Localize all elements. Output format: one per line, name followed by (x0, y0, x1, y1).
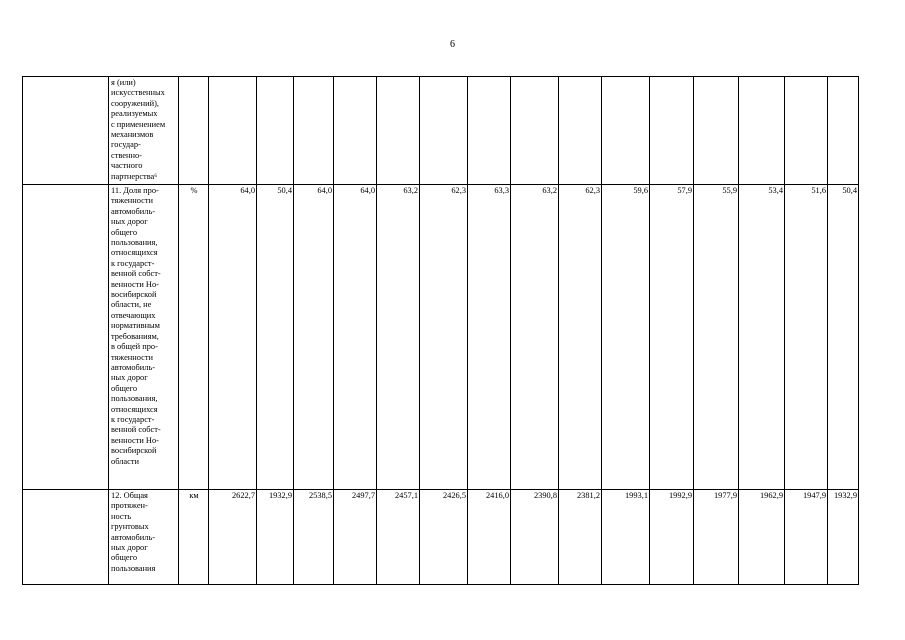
value-cell (559, 77, 602, 185)
value-cell: 1932,9 (257, 490, 294, 585)
value-cell: 55,9 (694, 185, 739, 490)
page-number: 6 (450, 39, 455, 50)
value-cell: 2381,2 (559, 490, 602, 585)
blank-cell (23, 77, 109, 185)
value-cell (739, 77, 785, 185)
value-cell (650, 77, 694, 185)
value-cell: 2622,7 (209, 490, 257, 585)
value-cell (511, 77, 559, 185)
value-cell: 1992,9 (650, 490, 694, 585)
blank-cell (23, 490, 109, 585)
value-cell: 50,4 (828, 185, 859, 490)
value-cell (785, 77, 828, 185)
value-cell: 62,3 (559, 185, 602, 490)
value-cell: 63,2 (511, 185, 559, 490)
indicator-name: 12. Общая протяжен- ность грунтовых автомобиль- ных дорог общего пользования (109, 490, 179, 585)
value-cell (294, 77, 334, 185)
value-cell (828, 77, 859, 185)
value-cell (334, 77, 377, 185)
value-cell: 62,3 (420, 185, 468, 490)
value-cell: 1947,9 (785, 490, 828, 585)
value-cell (602, 77, 650, 185)
value-cell (694, 77, 739, 185)
value-cell: 64,0 (209, 185, 257, 490)
value-cell: 64,0 (334, 185, 377, 490)
table-row (23, 490, 859, 585)
value-cell: 64,0 (294, 185, 334, 490)
value-cell: 50,4 (257, 185, 294, 490)
value-cell: 1977,9 (694, 490, 739, 585)
value-cell: 2390,8 (511, 490, 559, 585)
value-cell: 53,4 (739, 185, 785, 490)
value-cell (209, 77, 257, 185)
value-cell: 1962,9 (739, 490, 785, 585)
value-cell: 1993,1 (602, 490, 650, 585)
value-cell: 2538,5 (294, 490, 334, 585)
unit-cell: % (179, 185, 209, 490)
unit-cell (179, 77, 209, 185)
value-cell (377, 77, 420, 185)
value-cell: 59,6 (602, 185, 650, 490)
value-cell (257, 77, 294, 185)
value-cell: 1932,9 (828, 490, 859, 585)
table-row (23, 77, 859, 185)
indicators-table (22, 76, 859, 585)
table-row (23, 185, 859, 490)
value-cell: 2497,7 (334, 490, 377, 585)
value-cell (468, 77, 511, 185)
value-cell: 63,2 (377, 185, 420, 490)
value-cell (420, 77, 468, 185)
indicator-name: 11. Доля про- тяженности автомобиль- ных дорог общего пользования, относящихся к государст- венной собст- венности Но- восибирской области, не отвечающих нормативным требованиям, в общей про- тяженности автомобиль- ных дорог общего пользования, относящихся к государст- венной собст- венности Но- восибирской области (109, 185, 179, 490)
unit-cell: км (179, 490, 209, 585)
value-cell: 2416,0 (468, 490, 511, 585)
blank-cell (23, 185, 109, 490)
indicator-name: я (или) искусственных сооружений), реализуемых с применением механизмов государ- ственно- частного партнерства⁶ (109, 77, 179, 185)
value-cell: 2426,5 (420, 490, 468, 585)
value-cell: 51,6 (785, 185, 828, 490)
value-cell: 57,9 (650, 185, 694, 490)
value-cell: 63,3 (468, 185, 511, 490)
value-cell: 2457,1 (377, 490, 420, 585)
